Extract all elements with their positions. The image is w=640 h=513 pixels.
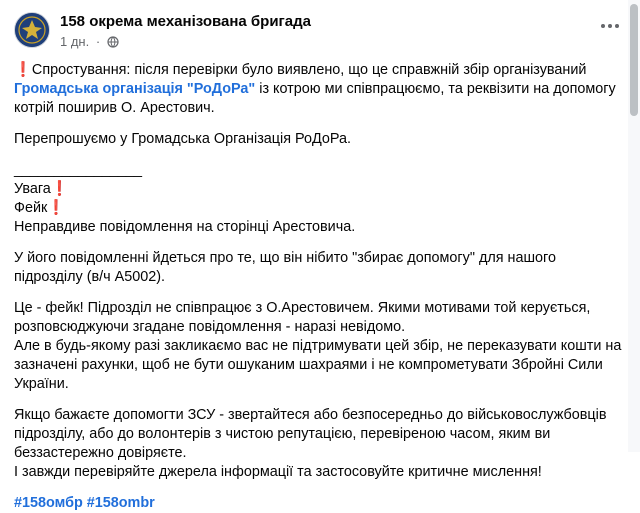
apology-paragraph: Перепрошуємо у Громадська Організація РоДоРа. — [14, 131, 352, 147]
exclamation-icon: ❗ — [50, 181, 69, 197]
brigade-emblem-icon — [15, 13, 49, 47]
more-options-button[interactable] — [594, 12, 626, 40]
avatar[interactable] — [14, 12, 50, 48]
hashtag-link[interactable]: #158омбр — [14, 495, 83, 511]
untrue-message-line: Неправдиве повідомлення на сторінці Арестовича. — [14, 219, 356, 235]
exclamation-icon: ❗ — [47, 200, 66, 216]
attention-text: Увага — [14, 181, 51, 197]
post-body — [14, 61, 624, 513]
divider-line: ________________ — [14, 162, 143, 178]
fake-line — [14, 199, 624, 218]
correction-paragraph — [14, 61, 624, 118]
page-name[interactable]: 158 окрема механізована бригада — [60, 13, 312, 30]
attention-line — [14, 180, 624, 199]
correction-text-2: із котрою ми співпрацюємо, та реквізити на допомогу — [255, 81, 616, 97]
verify-line: І завжди перевіряйте джерела інформації та застосовуйте критичне мислення! — [14, 464, 542, 480]
claim-paragraph: У його повідомленні йдеться про те, що він нібито "збирає допомогу" для нашого підрозділу (в/ч А5002). — [14, 250, 556, 285]
hashtag-link[interactable]: #158ombr — [86, 495, 155, 511]
rodora-link[interactable]: Громадська організація "РоДоРа" — [14, 81, 256, 97]
post-header — [14, 12, 626, 52]
scrollbar-track[interactable] — [628, 0, 640, 452]
exclamation-icon: ❗ — [14, 62, 32, 78]
scrollbar-thumb[interactable] — [630, 4, 638, 116]
fake-detail-paragraph: Це - фейк! Підрозділ не співпрацює з О.Арестовичем. Якими мотивами той керується, розповсюджуючи згадане повідомлення - наразі невідомо. — [14, 300, 591, 335]
correction-text-3: котрій поширив О. Арестович. — [14, 100, 215, 116]
more-options-icon — [600, 23, 620, 29]
correction-text: Спростування: після перевірки було виявлено, що це справжній збір організуваний — [31, 62, 587, 78]
fake-text: Фейк — [14, 200, 48, 216]
help-paragraph: Якщо бажаєте допомогти ЗСУ - звертайтеся або безпосередньо до військовослужбовців підрозділу, або до волонтерів з чистою репутацією, перевіреною часом, яким ви беззастережно довіряєте. — [14, 407, 607, 461]
hashtags — [14, 494, 624, 513]
globe-icon — [107, 36, 119, 48]
post-time[interactable]: 1 дн. — [60, 34, 90, 49]
meta-separator: · — [95, 34, 101, 49]
post-meta — [60, 34, 119, 49]
appeal-paragraph: Але в будь-якому разі закликаємо вас не підтримувати цей збір, не переказувати кошти на зазначені рахунки, щоб не бути ошуканим шахраями і не компрометувати Збройні Сили України. — [14, 338, 622, 392]
